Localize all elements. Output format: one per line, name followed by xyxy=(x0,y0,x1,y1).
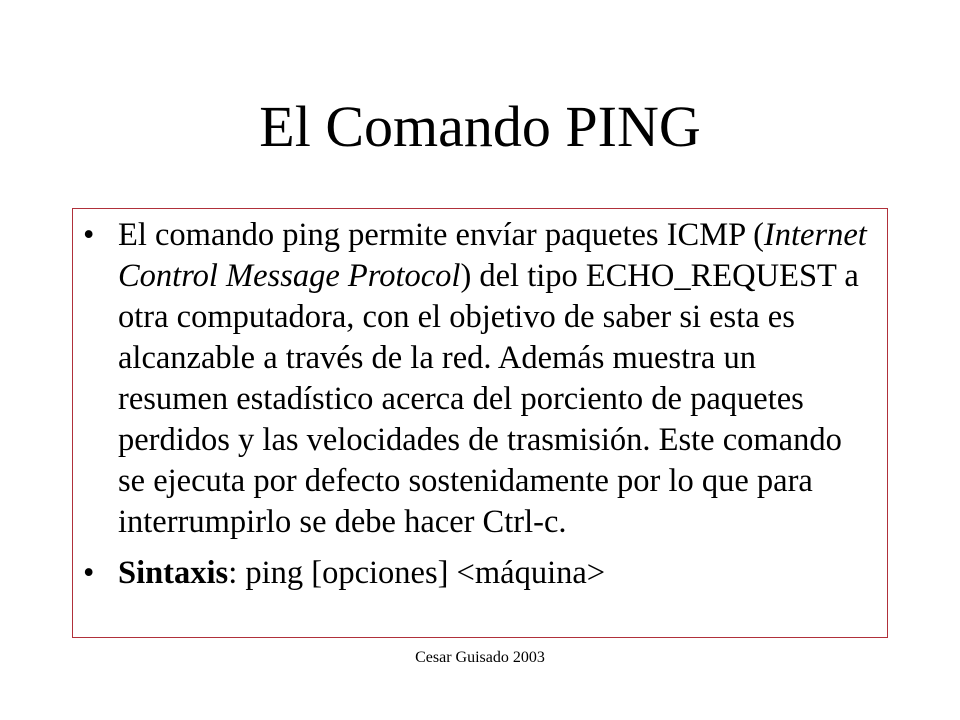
icmp-expansion: Internet Control Message Protocol xyxy=(118,217,867,294)
bullet-icon: • xyxy=(83,555,95,591)
bullet-item-description xyxy=(73,215,887,543)
bullet-icon: • xyxy=(83,217,95,253)
syntax-label: Sintaxis xyxy=(118,555,229,591)
bullet-item-syntax xyxy=(73,553,887,594)
slide-title: El Comando PING xyxy=(259,94,701,159)
content-box xyxy=(72,208,888,638)
description-text-end: ) del tipo ECHO_REQUEST a otra computadora, con el objetivo de saber si esta es alcanzable a través de la red. Además muestra un resumen estadístico acerca del porciento de paquetes perdidos y las velocidades de trasmisión. Este comando se ejecuta por defecto sostenidamente por lo que para interrumpirlo se debe hacer Ctrl-c. xyxy=(118,258,859,540)
bullet-list xyxy=(73,215,887,594)
footer-author: Cesar Guisado 2003 xyxy=(415,649,545,666)
syntax-text: : ping [opciones] <máquina> xyxy=(228,555,606,591)
description-text-start: El comando ping permite envíar paquetes ICMP ( xyxy=(118,217,764,253)
